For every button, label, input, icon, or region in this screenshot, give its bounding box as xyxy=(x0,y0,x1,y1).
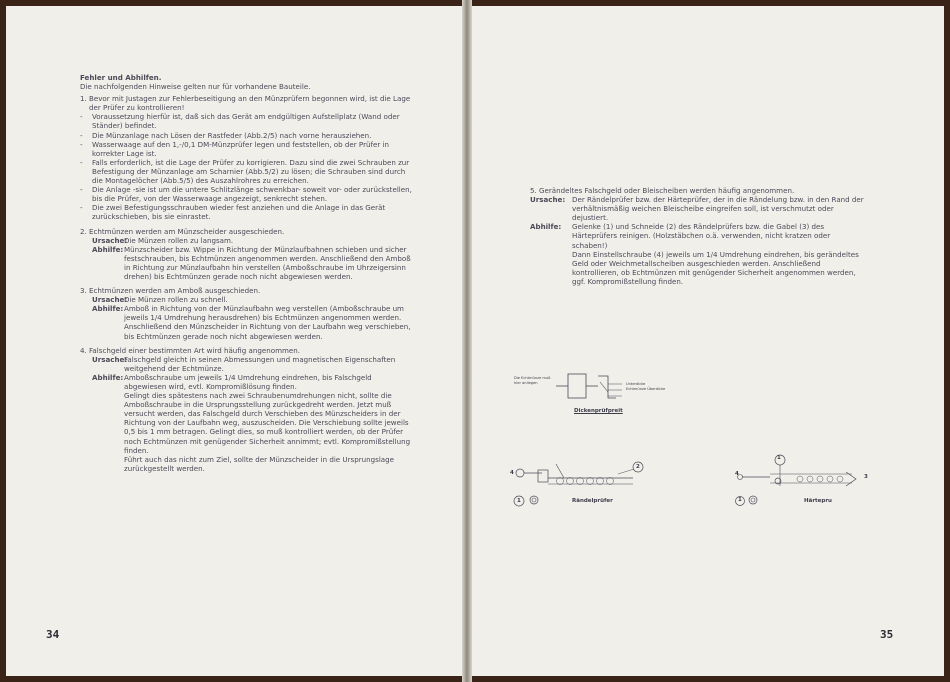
item-3-fix: Abhilfe: Amboß in Richtung von der Münzlaufbahn weg verstellen (Amboßschraube um jeweils 1/4 Umdrehung herausdrehen) bis Echtmünzen angenommen werden. Anschließend den Münzscheider in Richtung von der Laufbahn weg verschieben, bis Echtmünzen gerade noch nicht abgewiesen werden. xyxy=(92,304,411,341)
item-4 xyxy=(80,346,414,355)
item-2 xyxy=(80,227,414,236)
fig1-right-label: Unterdicke Echtmünze Überdicke xyxy=(626,382,666,391)
item-3-text: Echtmünzen werden am Amboß ausgeschieden. xyxy=(89,286,261,296)
thickness-tester-diagram xyxy=(556,372,626,402)
item-3-cause: Ursache: Die Münzen rollen zu schnell. xyxy=(92,295,228,305)
item-5-cause: Ursache: Der Rändelprüfer bzw. der Härteprüfer, der in die Rändelung bzw. in den Rand der verhältnismäßig weichen Bleischeibe eingreifen soll, ist verschmutzt oder dejustiert. xyxy=(530,195,864,223)
bullet: - Falls erforderlich, ist die Lage der Prüfer zu korrigieren. Dazu sind die zwei Schrauben zur Befestigung der Münzanlage am Scharnier (Abb.5/2) zu lösen; die Schrauben sind durch die Montagelöcher (Abb.5/5) des Auszahlrohres zu erreichen. xyxy=(80,158,414,185)
fig2-callout-4: 4 xyxy=(510,470,514,476)
right-page-text xyxy=(530,186,866,286)
hardness-tester-diagram xyxy=(728,450,868,506)
bullet: - Voraussetzung hierfür ist, daß sich das Gerät am endgültigen Aufstellplatz (Wand oder Ständer) befindet. xyxy=(80,112,414,130)
item-1 xyxy=(80,94,414,112)
fig3-callout-3: 3 xyxy=(864,474,868,480)
item-2-text: Echtmünzen werden am Münzscheider ausgeschieden. xyxy=(89,226,285,236)
section-subtitle: Die nachfolgenden Hinweise gelten nur für vorhandene Bauteile. xyxy=(80,82,311,92)
fig1-left-label: Die Echtmünze muß hier anliegen xyxy=(514,376,551,385)
section-title: Fehler und Abhilfen. xyxy=(80,73,162,82)
item-5-text: Gerändeltes Falschgeld oder Bleischeiben werden häufig angenommen. xyxy=(539,186,795,195)
bullet-text: Die zwei Befestigungsschrauben wieder fest anziehen und die Anlage in das Gerät zurückschieben, bis sie einrastet. xyxy=(92,203,386,222)
page-number-left: 34 xyxy=(46,628,60,641)
item-2-fix: Abhilfe: Münzscheider bzw. Wippe in Richtung der Münzlaufbahnen schieben und sicher festschrauben, bis Echtmünzen angenommen werden. Anschließend den Amboß in Richtung zur Münzlaufbahn hin verstellen (Amboßschraube im Uhrzeigersinn drehen) bis Echtmünzen gerade noch nicht abgewiesen werden. xyxy=(92,244,411,281)
fig3-caption: Härtepru xyxy=(804,498,832,504)
bullet-text: Falls erforderlich, ist die Lage der Prüfer zu korrigieren. Dazu sind die zwei Schrauben zur Befestigung der Münzanlage am Scharnier (Abb.5/2) zu lösen; die Schrauben sind durch die Montagelöcher (Abb.5/5) des Auszahlrohres zu erreichen. xyxy=(92,157,410,186)
book-gutter xyxy=(462,0,472,682)
right-page xyxy=(470,6,944,676)
item-2-number: 2. xyxy=(80,226,87,236)
item-4-text: Falschgeld einer bestimmten Art wird häufig angenommen. xyxy=(89,345,301,355)
bullet-text: Voraussetzung hierfür ist, daß sich das Gerät am endgültigen Aufstellplatz (Wand oder Ständer) befindet. xyxy=(92,112,400,131)
bullet-text: Die Münzanlage nach Lösen der Rastfeder (Abb.2/5) nach vorne herausziehen. xyxy=(92,130,372,140)
item-1-number: 1. xyxy=(80,94,87,104)
item-4-fix: Abhilfe: Amboßschraube um jeweils 1/4 Umdrehung eindrehen, bis Falschgeld abgewiesen wird, evtl. Kompromißlösung finden. Gelingt dies spätestens nach zwei Schraubenumdrehungen nicht, sollte die Amboßschraube in die Ursprungsstellung zurückgedreht werden. Jetzt muß versucht werden, das Falschgeld durch Verschieben des Münzscheiders in der Richtung von der Laufbahn weg, auszuscheiden. Die Verschiebung sollte jeweils 0,5 bis 1 mm betragen. Gelingt dies, so muß kontrolliert werden, ob der Prüfer noch Echtmünzen mit genügender Sicherheit annimmt; evtl. Kompromißstellung finden. Führt auch das nicht zum Ziel, sollte der Münzscheider in die Ursprungslage zurückgestellt werden. xyxy=(92,372,411,473)
bullet-text: Die Anlage -sie ist um die untere Schlitzlänge schwenkbar- soweit vor- oder zurückstellen, bis die Prüfer, von der Wasserwaage angezeigt, senkrecht stehen. xyxy=(92,185,412,204)
fig3-callout-4: 4 xyxy=(735,471,739,477)
fig3-callout-1b: 1 xyxy=(738,497,742,503)
bullet: - Die Anlage -sie ist um die untere Schlitzlänge schwenkbar- soweit vor- oder zurückstellen, bis die Prüfer, von der Wasserwaage angezeigt, senkrecht stehen. xyxy=(80,185,414,203)
fig3-callout-1: 1 xyxy=(777,455,781,461)
item-3 xyxy=(80,286,414,295)
fig1-caption: Dickenprüfpreit xyxy=(574,408,623,414)
bullet: - Die zwei Befestigungsschrauben wieder fest anziehen und die Anlage in das Gerät zurückschieben, bis sie einrastet. xyxy=(80,203,414,221)
item-5 xyxy=(530,186,866,195)
item-5-fix: Abhilfe: Gelenke (1) und Schneide (2) des Rändelprüfers bzw. die Gabel (3) des Härteprüfers reinigen. (Holzstäbchen o.ä. verwenden, nicht kratzen oder schaben!) Dann Einstellschraube (4) jeweils um 1/4 Umdrehung eindrehen, bis gerändeltes Geld oder Weichmetallscheiben ausgeschieden werden. Anschließend kontrollieren, ob Echtmünzen mit genügender Sicherheit angenommen werden, ggf. Kompromißstellung finden. xyxy=(530,222,859,286)
fig2-callout-1: 1 xyxy=(517,498,521,504)
page-number-right: 35 xyxy=(880,628,894,641)
fig2-caption: Rändelprüfer xyxy=(572,498,613,504)
left-page-text xyxy=(80,73,414,473)
item-1-text: Bevor mit Justagen zur Fehlerbeseitigung an den Münzprüfern begonnen wird, ist die Lage der Prüfer zu kontrollieren! xyxy=(89,94,411,113)
bullet: - Die Münzanlage nach Lösen der Rastfeder (Abb.2/5) nach vorne herausziehen. xyxy=(80,130,372,140)
item-4-cause: Ursache: Falschgeld gleicht in seinen Abmessungen und magnetischen Eigenschaften weitgehend der Echtmünze. xyxy=(92,354,396,373)
bullet: - Wasserwaage auf den 1,-/0,1 DM-Münzprüfer legen und feststellen, ob der Prüfer in korrekter Lage ist. xyxy=(80,140,414,158)
item-4-number: 4. xyxy=(80,345,87,355)
bullet-text: Wasserwaage auf den 1,-/0,1 DM-Münzprüfer legen und feststellen, ob der Prüfer in korrekter Lage ist. xyxy=(92,139,389,158)
item-3-number: 3. xyxy=(80,286,87,296)
fig2-callout-2: 2 xyxy=(636,464,640,470)
item-2-cause: Ursache: Die Münzen rollen zu langsam. xyxy=(92,235,234,245)
item-5-number: 5. xyxy=(530,186,537,195)
